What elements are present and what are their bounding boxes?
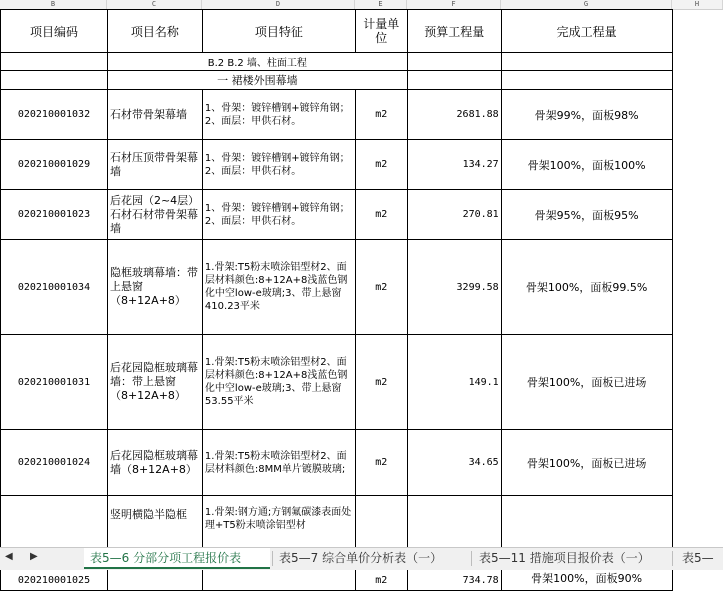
done-cell[interactable]: 骨架100%，面板90% [501,496,672,591]
done-cell[interactable]: 骨架99%，面板98% [501,90,672,140]
sheet-tab-bar [0,547,723,570]
header-feature[interactable]: 项目特征 [202,10,355,53]
tab-sheet-2[interactable]: 表5—7 综合单价分析表（一） [273,548,469,569]
subsection-title[interactable]: 一 裙楼外围幕墙 [107,71,407,90]
feature-cell[interactable]: 1、骨架：镀锌槽钢+镀锌角钢；2、面层：甲供石材。 [202,90,355,140]
qty-cell[interactable]: 34.65 [407,430,501,496]
table-row[interactable] [1,190,723,240]
empty-cell[interactable] [672,496,723,591]
qty-cell[interactable]: 734.78 [407,496,501,591]
name-cell[interactable]: 后花园隐框玻璃幕墙：带上悬窗（8+12A+8） [107,335,202,430]
unit-cell[interactable]: m2 [355,90,407,140]
empty-cell[interactable] [672,335,723,430]
name-cell[interactable]: 石材压顶带骨架幕墙 [107,140,202,190]
cell[interactable] [407,53,501,71]
cell[interactable] [501,71,672,90]
qty-cell[interactable]: 134.27 [407,140,501,190]
empty-cell[interactable] [672,430,723,496]
feature-cell[interactable]: 1.骨架:T5粉末喷涂铝型材2、面层材料颜色:8+12A+8浅蓝色钢化中空low-e玻璃;3、带上悬窗410.23平米 [202,240,355,335]
done-cell[interactable]: 骨架100%，面板100% [501,140,672,190]
tab-divider [471,551,472,566]
code-cell[interactable]: 020210001032 [1,90,108,140]
empty-cell[interactable] [672,90,723,140]
cell[interactable] [407,71,501,90]
name-cell[interactable]: 隐框玻璃幕墙：带上悬窗（8+12A+8） [107,240,202,335]
unit-cell[interactable]: m2 [355,496,407,591]
cell[interactable] [1,53,108,71]
qty-cell[interactable]: 149.1 [407,335,501,430]
column-letter-c[interactable]: C [107,0,202,9]
name-cell[interactable]: 后花园隐框玻璃幕墙（8+12A+8） [107,430,202,496]
empty-cell[interactable] [672,240,723,335]
done-cell[interactable]: 骨架100%，面板已进场 [501,430,672,496]
code-cell[interactable]: 020210001025 [1,496,108,591]
table-row[interactable] [1,240,723,335]
cell[interactable] [1,71,108,90]
empty-cell[interactable] [672,53,723,71]
header-code[interactable]: 项目编码 [1,10,108,53]
done-cell[interactable]: 骨架100%，面板99.5% [501,240,672,335]
code-cell[interactable]: 020210001023 [1,190,108,240]
feature-cell[interactable]: 1.骨架:钢方通;方钢氟碳漆表面处理+T5粉末喷涂铝型材 [202,496,355,591]
feature-cell[interactable]: 1.骨架:T5粉末喷涂铝型材2、面层材料颜色:8MM单片镀膜玻璃; [202,430,355,496]
unit-cell[interactable]: m2 [355,240,407,335]
header-unit[interactable]: 计量单位 [355,10,407,53]
empty-cell[interactable] [672,140,723,190]
spreadsheet-grid [0,9,723,547]
empty-cell[interactable] [672,10,723,53]
prev-sheet-icon[interactable]: ◀ [5,551,13,562]
table-row[interactable] [1,430,723,496]
unit-cell[interactable]: m2 [355,430,407,496]
name-cell[interactable]: 竖明横隐半隐框 [107,496,202,591]
header-budget[interactable]: 预算工程量 [407,10,501,53]
feature-cell[interactable]: 1、骨架：镀锌槽钢+镀锌角钢；2、面层：甲供石材。 [202,140,355,190]
code-cell[interactable]: 020210001034 [1,240,108,335]
empty-cell[interactable] [672,71,723,90]
cell[interactable] [501,53,672,71]
code-cell[interactable]: 020210001031 [1,335,108,430]
tab-sheet-4[interactable]: 表5— [676,548,723,569]
tab-sheet-1[interactable]: 表5—6 分部分项工程报价表 [84,548,270,569]
qty-cell[interactable]: 2681.88 [407,90,501,140]
code-cell[interactable]: 020210001029 [1,140,108,190]
tab-sheet-3[interactable]: 表5—11 措施项目报价表（一） [473,548,669,569]
header-done[interactable]: 完成工程量 [501,10,672,53]
quote-table [0,9,723,591]
unit-cell[interactable]: m2 [355,190,407,240]
column-letter-e[interactable]: E [355,0,407,9]
code-cell[interactable]: 020210001024 [1,430,108,496]
column-letter-g[interactable]: G [501,0,672,9]
table-row[interactable] [1,496,723,591]
table-row[interactable] [1,140,723,190]
table-row[interactable] [1,90,723,140]
name-cell[interactable]: 石材带骨架幕墙 [107,90,202,140]
next-sheet-icon[interactable]: ▶ [30,551,38,562]
qty-cell[interactable]: 270.81 [407,190,501,240]
column-letter-d[interactable]: D [202,0,355,9]
qty-cell[interactable]: 3299.58 [407,240,501,335]
done-cell[interactable]: 骨架95%，面板95% [501,190,672,240]
feature-cell[interactable]: 1、骨架：镀锌槽钢+镀锌角钢；2、面层：甲供石材。 [202,190,355,240]
column-letter-h[interactable]: H [672,0,723,9]
empty-cell[interactable] [672,190,723,240]
table-row[interactable] [1,335,723,430]
header-name[interactable]: 项目名称 [107,10,202,53]
tab-divider [672,551,673,566]
section-title[interactable]: B.2 B.2 墙、柱面工程 [107,53,407,71]
feature-cell[interactable]: 1.骨架:T5粉末喷涂铝型材2、面层材料颜色:8+12A+8浅蓝色钢化中空low-e玻璃;3、带上悬窗53.55平米 [202,335,355,430]
unit-cell[interactable]: m2 [355,140,407,190]
unit-cell[interactable]: m2 [355,335,407,430]
done-cell[interactable]: 骨架100%，面板已进场 [501,335,672,430]
name-cell[interactable]: 后花园（2~4层）石材石材带骨架幕墙 [107,190,202,240]
column-letter-f[interactable]: F [407,0,501,9]
column-letter-b[interactable]: B [0,0,107,9]
